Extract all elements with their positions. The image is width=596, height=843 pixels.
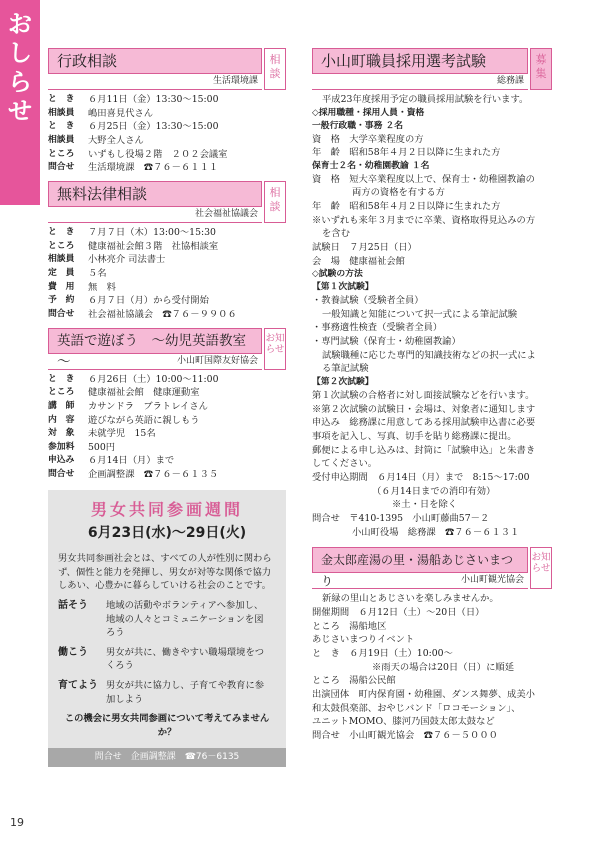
info-value: カサンドラ ブラトレイさん (88, 400, 208, 412)
info-label: 相談員 (48, 134, 75, 145)
box-contact: 問合せ 企画調整課 ☎76－6135 (48, 748, 286, 767)
text-line: 和太鼓倶楽部、おやじバンド「ロコモーション」、 (312, 702, 521, 714)
text-line: る筆記試験 (322, 363, 369, 375)
section-tag: 相談 (264, 181, 286, 223)
section-tag: 募集 (530, 48, 552, 90)
text-line: 第１次試験の合格者に対し面接試験などを行います。 (312, 390, 535, 402)
info-label: と き (48, 94, 75, 104)
section-dept: 小山町国際友好協会 (48, 354, 262, 370)
info-row (48, 93, 286, 107)
text-line: 【第１次試験】 (312, 282, 374, 293)
info-row (48, 226, 286, 240)
info-label: ところ (48, 240, 75, 251)
box-item-line: 加しよう (106, 693, 144, 705)
section-tag: お知らせ (264, 328, 286, 370)
info-value: 健康福祉会館 健康運動室 (88, 387, 200, 399)
section-title: 英語で遊ぼう ～幼児英語教室～ (48, 328, 262, 354)
text-line: してください。 (312, 458, 378, 470)
section-dept: 社会福祉協議会 (48, 207, 262, 223)
text-line: 両方の資格を有する方 (352, 187, 445, 199)
info-label: と き (48, 121, 75, 132)
info-row (48, 281, 286, 295)
info-row (48, 240, 286, 254)
text-line: ※土・日を除く (392, 499, 458, 511)
info-value: ６月７日（月）から受付開始 (88, 295, 209, 307)
info-rows (48, 373, 286, 482)
info-row (48, 120, 286, 134)
info-rows (48, 226, 286, 322)
box-item-label: 話そう (58, 599, 88, 611)
section-dept: 総務課 (312, 74, 528, 90)
info-label: 費 用 (48, 281, 75, 292)
box-question: この機会に男女共同参画について考えてみませんか？ (64, 713, 270, 739)
text-line: 問合せ 〒410-1395 小山町藤曲57－２ (312, 512, 490, 524)
section-eigo (48, 328, 286, 482)
section-title: 金太郎産湯の里・湯船あじさいまつり (312, 547, 528, 573)
info-label: 相談員 (48, 107, 75, 118)
info-value: 未就学児 15名 (88, 428, 156, 440)
text-line: ◇採用職種・採用人員・資格 (312, 107, 425, 118)
info-value: 企画調整課 ☎７６－６１３５ (88, 469, 219, 481)
text-line: 年 齢 昭和58年４月２日以降に生まれた方 (312, 201, 501, 213)
info-row (48, 161, 286, 175)
info-row (48, 134, 286, 148)
info-value: 500円 (88, 441, 116, 453)
text-line: ◇試験の方法 (312, 269, 363, 280)
info-row (48, 468, 286, 482)
section-title: 行政相談 (48, 48, 262, 74)
box-item-line: 地域の人々とコミュニケーションを図 (106, 613, 264, 625)
text-line: 一般行政職・事務 ２名 (312, 120, 404, 131)
info-row (48, 454, 286, 468)
danjo-box (48, 490, 286, 767)
info-row (48, 308, 286, 322)
info-value: 小林亮介 司法書士 (88, 254, 166, 266)
section-title: 小山町職員採用選考試験 (312, 48, 528, 74)
text-line: ※第２次試験の試験日・会場は、対象者に通知します (312, 403, 536, 415)
info-row (48, 386, 286, 400)
section-title: 無料法律相談 (48, 181, 262, 207)
box-item (58, 599, 276, 640)
text-line: ところ 湯船公民館 (312, 675, 396, 687)
right-column (312, 48, 552, 748)
text-line: （６月14日までの消印有効） (372, 485, 496, 497)
info-value: ６月26日（土）10:00～11:00 (88, 373, 219, 385)
section-dept: 小山町観光協会 (312, 573, 528, 589)
info-value: ７月７日（木）13:00～15:30 (88, 226, 216, 238)
box-item (58, 679, 276, 706)
info-row (48, 253, 286, 267)
info-label: 予 約 (48, 295, 75, 306)
info-label: 参加料 (48, 441, 75, 452)
info-value: いずもし役場２階 ２０２会議室 (88, 148, 228, 160)
section-ajisai (312, 547, 552, 742)
info-row (48, 414, 286, 428)
text-line: 【第２次試験】 (312, 377, 374, 388)
section-tag: お知らせ (530, 547, 552, 589)
page-number: 19 (10, 815, 24, 829)
info-label: 問合せ (48, 162, 75, 173)
info-value: 健康福祉会館３階 社協相談室 (88, 240, 219, 252)
box-item-label: 働こう (58, 646, 88, 658)
info-lines (312, 93, 552, 539)
info-row (48, 107, 286, 121)
text-line: 問合せ 小山町観光協会 ☎７６－５０００ (312, 729, 498, 741)
info-value: 嶋田喜見代さん (88, 107, 154, 119)
text-line: 事項を記入し、写真、切手を貼り総務課に提出。 (312, 431, 517, 442)
info-rows (48, 93, 286, 175)
box-items (58, 599, 276, 707)
text-line: 一般知識と知能について択一式による筆記試験 (322, 308, 518, 320)
section-tag: 相談 (264, 48, 286, 90)
info-value: ６月14日（月）まで (88, 455, 175, 467)
info-label: 相談員 (48, 254, 75, 265)
info-value: 無 料 (88, 281, 116, 293)
info-label: と き (48, 373, 75, 384)
info-label: 対 象 (48, 428, 75, 439)
box-item-line: くろう (106, 660, 134, 672)
text-line: 平成23年度採用予定の職員採用試験を行います。 (322, 94, 529, 105)
text-line: ユニットMOMO、膝河乃国鼓太郎太鼓など (312, 716, 495, 728)
box-item-line: 地域の活動やボランティアへ参加し、 (106, 599, 264, 611)
section-dept: 生活環境課 (48, 74, 262, 90)
info-value: 遊びながら英語に親しもう (88, 414, 200, 426)
info-label: 定 員 (48, 267, 75, 278)
text-line: を含む (322, 228, 350, 240)
info-value: ５名 (88, 267, 107, 279)
left-column (48, 48, 286, 767)
text-line: 会 場 健康福祉会館 (312, 255, 405, 267)
info-label: 申込み (48, 455, 75, 466)
box-intro: 男女共同参画社会とは、すべての人が性別に関わらず、個性と能力を発揮し、男女が対等な関係で協力しあい、心豊かに暮らしていける社会のことです。 (58, 552, 272, 592)
info-row (48, 373, 286, 387)
box-title: 男女共同参画週間 (90, 499, 243, 519)
info-label: ところ (48, 387, 75, 398)
text-line: 試験日 ７月25日（日） (312, 242, 417, 254)
box-item-text (106, 679, 276, 706)
info-row (48, 267, 286, 281)
box-item-line: ろう (106, 627, 125, 639)
text-line: ・教養試験（受験者全員） (312, 295, 424, 307)
text-line: 小山町役場 総務課 ☎７６－６１３１ (352, 526, 520, 538)
section-houritsu (48, 181, 286, 322)
box-item-line: 男女が共に、働きやすい職場環境をつ (106, 646, 265, 658)
box-subtitle: 6月23日(水)～29日(火) (87, 525, 247, 542)
text-line: 保育士２名・幼稚園教諭 １名 (312, 160, 430, 171)
text-line: ※雨天の場合は20日（日）に順延 (372, 661, 514, 673)
info-value: 社会福祉協議会 ☎７６－９９０６ (88, 308, 237, 320)
text-line: ※いずれも来年３月までに卒業、資格取得見込みの方 (312, 214, 536, 226)
info-label: 問合せ (48, 308, 75, 319)
info-label: 講 師 (48, 400, 75, 411)
info-label: 問合せ (48, 469, 75, 480)
sidebar-tab (0, 0, 40, 205)
text-line: ところ 湯船地区 (312, 620, 387, 632)
text-line: 新緑の里山とあじさいを楽しみませんか。 (322, 593, 499, 605)
text-line: 受付申込期間 ６月14日（月）まで 8:15～17:00 (312, 471, 530, 483)
text-line: 郵便による申し込みは、封筒に「試験申込」と朱書き (312, 444, 536, 456)
info-row (48, 148, 286, 162)
box-item-label: 育てよう (58, 680, 98, 692)
info-label: と き (48, 226, 75, 237)
section-saiyo (312, 48, 552, 539)
text-line: と き ６月19日（土）10:00～ (312, 647, 453, 659)
sidebar-title: おしらせ (8, 10, 32, 125)
text-line: あじさいまつりイベント (312, 634, 415, 646)
info-value: ６月11日（金）13:30～15:00 (88, 94, 219, 105)
text-line: 申込み 総務課に用意してある採用試験申込書に必要 (312, 417, 536, 429)
text-line: ・専門試験（保育士・幼稚園教諭） (312, 336, 461, 348)
text-line: 開催期間 ６月12日（土）～20日（日） (312, 606, 485, 618)
info-label: 内 容 (48, 414, 75, 425)
text-line: ・事務適性検査（受験者全員） (312, 322, 443, 334)
info-lines (312, 592, 552, 742)
section-gyosei (48, 48, 286, 175)
text-line: 年 齢 昭和58年４月２日以降に生まれた方 (312, 147, 501, 159)
info-row (48, 427, 286, 441)
info-row (48, 400, 286, 414)
box-item-text (106, 646, 276, 673)
box-item-line: 男女が共に協力し、子育てや教育に参 (106, 680, 265, 692)
text-line: 資 格 短大卒業程度以上で、保育士・幼稚園教諭の (312, 173, 535, 185)
text-line: 出演団体 町内保育園・幼稚園、ダンス舞夢、成美小 (312, 688, 535, 700)
box-item-text (106, 599, 276, 640)
box-item (58, 646, 276, 673)
text-line: 試験職種に応じた専門的知識技術などの択一式によ (322, 349, 536, 361)
info-row (48, 441, 286, 455)
info-value: 大野全人さん (88, 134, 144, 146)
info-row (48, 294, 286, 308)
info-label: ところ (48, 148, 75, 159)
info-value: ６月25日（金）13:30～15:00 (88, 121, 219, 133)
text-line: 資 格 大学卒業程度の方 (312, 133, 424, 145)
info-value: 生活環境課 ☎７６－６１１１ (88, 162, 219, 174)
